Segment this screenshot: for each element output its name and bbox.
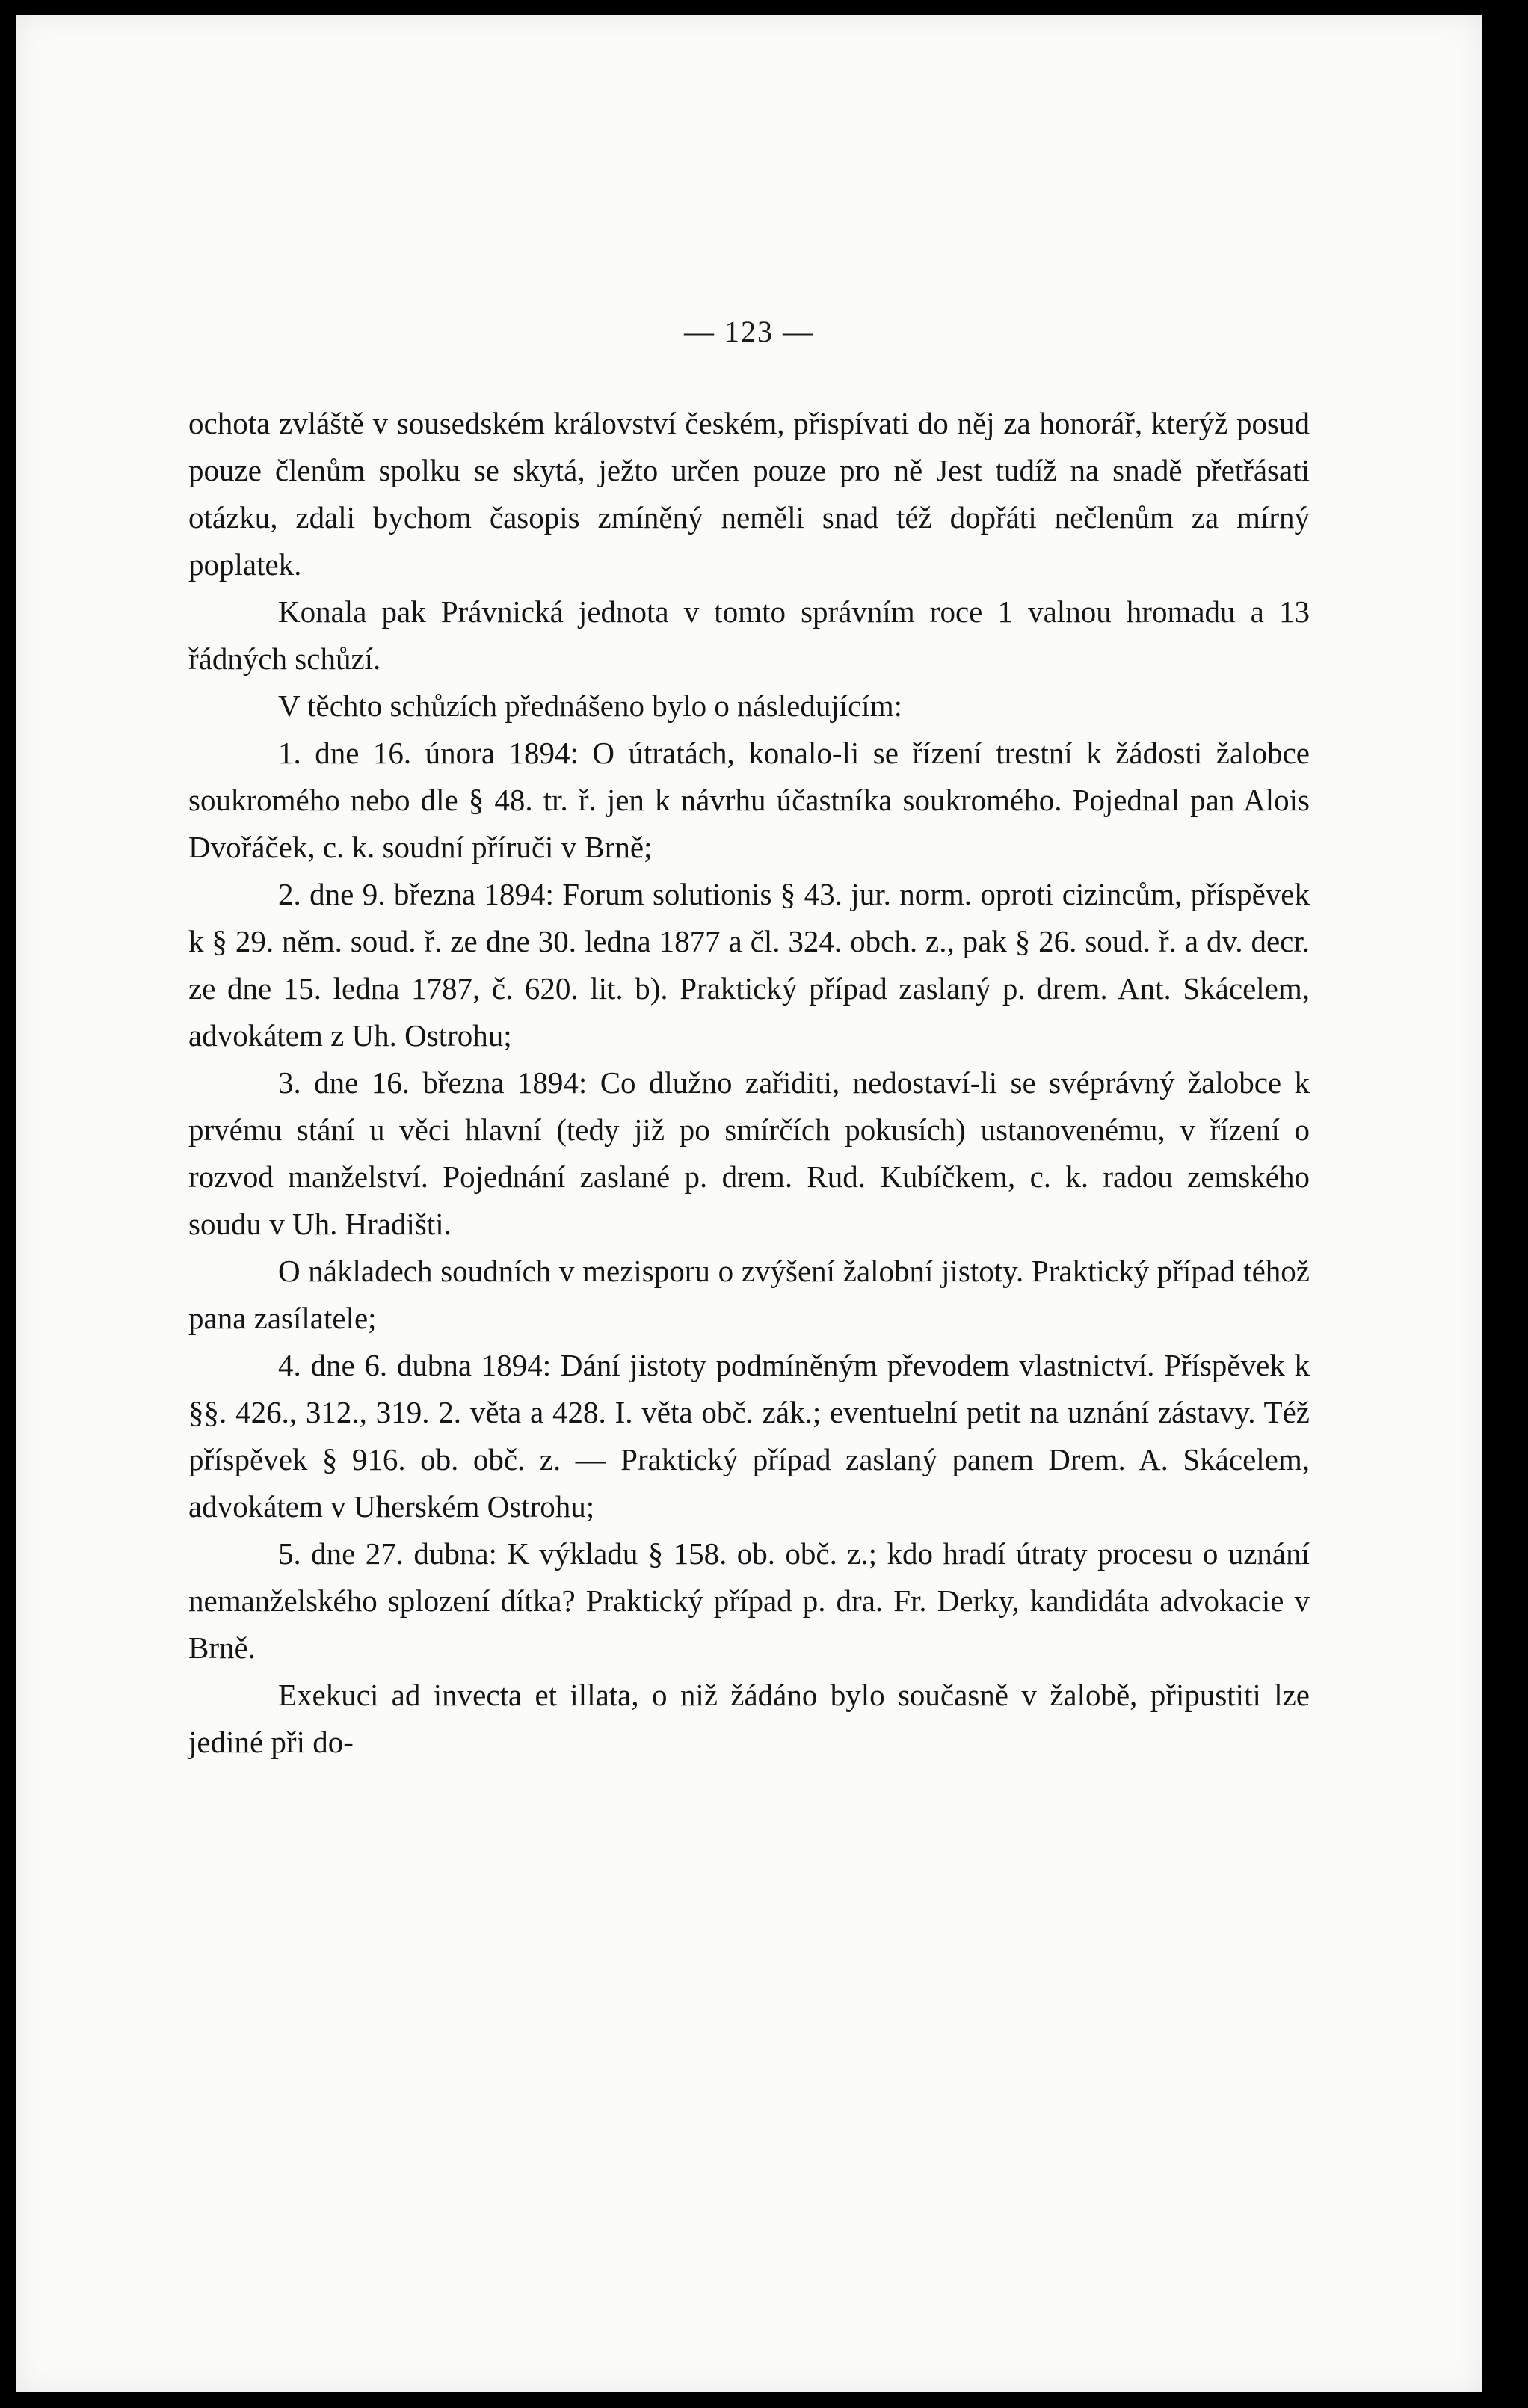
list-item-lecture-4: 4. dne 6. dubna 1894: Dání jistoty podmíněným převodem vlastnictví. Příspěvek k §§. 426., 312., 319. 2. věta a 428. I. věta obč. zák.; eventuelní petit na uznání zástavy. Též příspěvek § 916. ob. obč. z. — Praktický případ zaslaný panem Drem. A. Skácelem, advokátem v Uherském Ostrohu; [188,1348,1310,1524]
paragraph-general-meeting: Konala pak Právnická jednota v tomto správním roce 1 valnou hromadu a 13 řádných schůzí. [188,594,1310,676]
page-number: — 123 — [684,315,814,348]
body-text [188,400,1310,1766]
list-item-lecture-3: 3. dne 16. března 1894: Co dlužno zařiditi, nedostaví-li se svéprávný žalobce k prvému stání u věci hlavní (tedy již po smírčích pokusích) ustanovenému, v řízení o rozvod manželství. Pojednání zaslané p. drem. Rud. Kubíčkem, c. k. radou zemského soudu v Uh. Hradišti. [188,1065,1310,1241]
paragraph-opening: ochota zvláště v sousedském království českém, přispívati do něj za honorář, kterýž posud pouze členům spolku se skytá, ježto určen pouze pro ně Jest tudíž na snadě přetřásati otázku, zdali bychom časopis zmíněný neměli snad též dopřáti nečlenům za mírný poplatek. [188,406,1310,582]
scanned-page [16,15,1482,2392]
list-item-lecture-2: 2. dne 9. března 1894: Forum solutionis § 43. jur. norm. oproti cizincům, příspěvek k § 29. něm. soud. ř. ze dne 30. ledna 1877 a čl. 324. obch. z., pak § 26. soud. ř. a dv. decr. ze dne 15. ledna 1787, č. 620. lit. b). Praktický případ zaslaný p. drem. Ant. Skácelem, advokátem z Uh. Ostrohu; [188,877,1310,1053]
list-item-lecture-5: 5. dne 27. dubna: K výkladu § 158. ob. obč. z.; kdo hradí útraty procesu o uznání nemanželského splození dítka? Praktický případ p. dra. Fr. Derky, kandidáta advokacie v Brně. [188,1536,1310,1665]
paragraph-execution: Exekuci ad invecta et illata, o niž žádáno bylo současně v žalobě, připustiti lze jediné při do- [188,1678,1310,1759]
paragraph-meetings-intro: V těchto schůzích přednášeno bylo o následujícím: [278,689,902,723]
list-item-lecture-1: 1. dne 16. února 1894: O útratách, konalo-li se řízení trestní k žádosti žalobce soukromého nebo dle § 48. tr. ř. jen k návrhu účastníka soukromého. Pojednal pan Alois Dvořáček, c. k. soudní příruči v Brně; [188,736,1310,864]
paragraph-costs: O nákladech soudních v mezisporu o zvýšení žalobní jistoty. Praktický případ téhož pana zasílatele; [188,1254,1310,1335]
